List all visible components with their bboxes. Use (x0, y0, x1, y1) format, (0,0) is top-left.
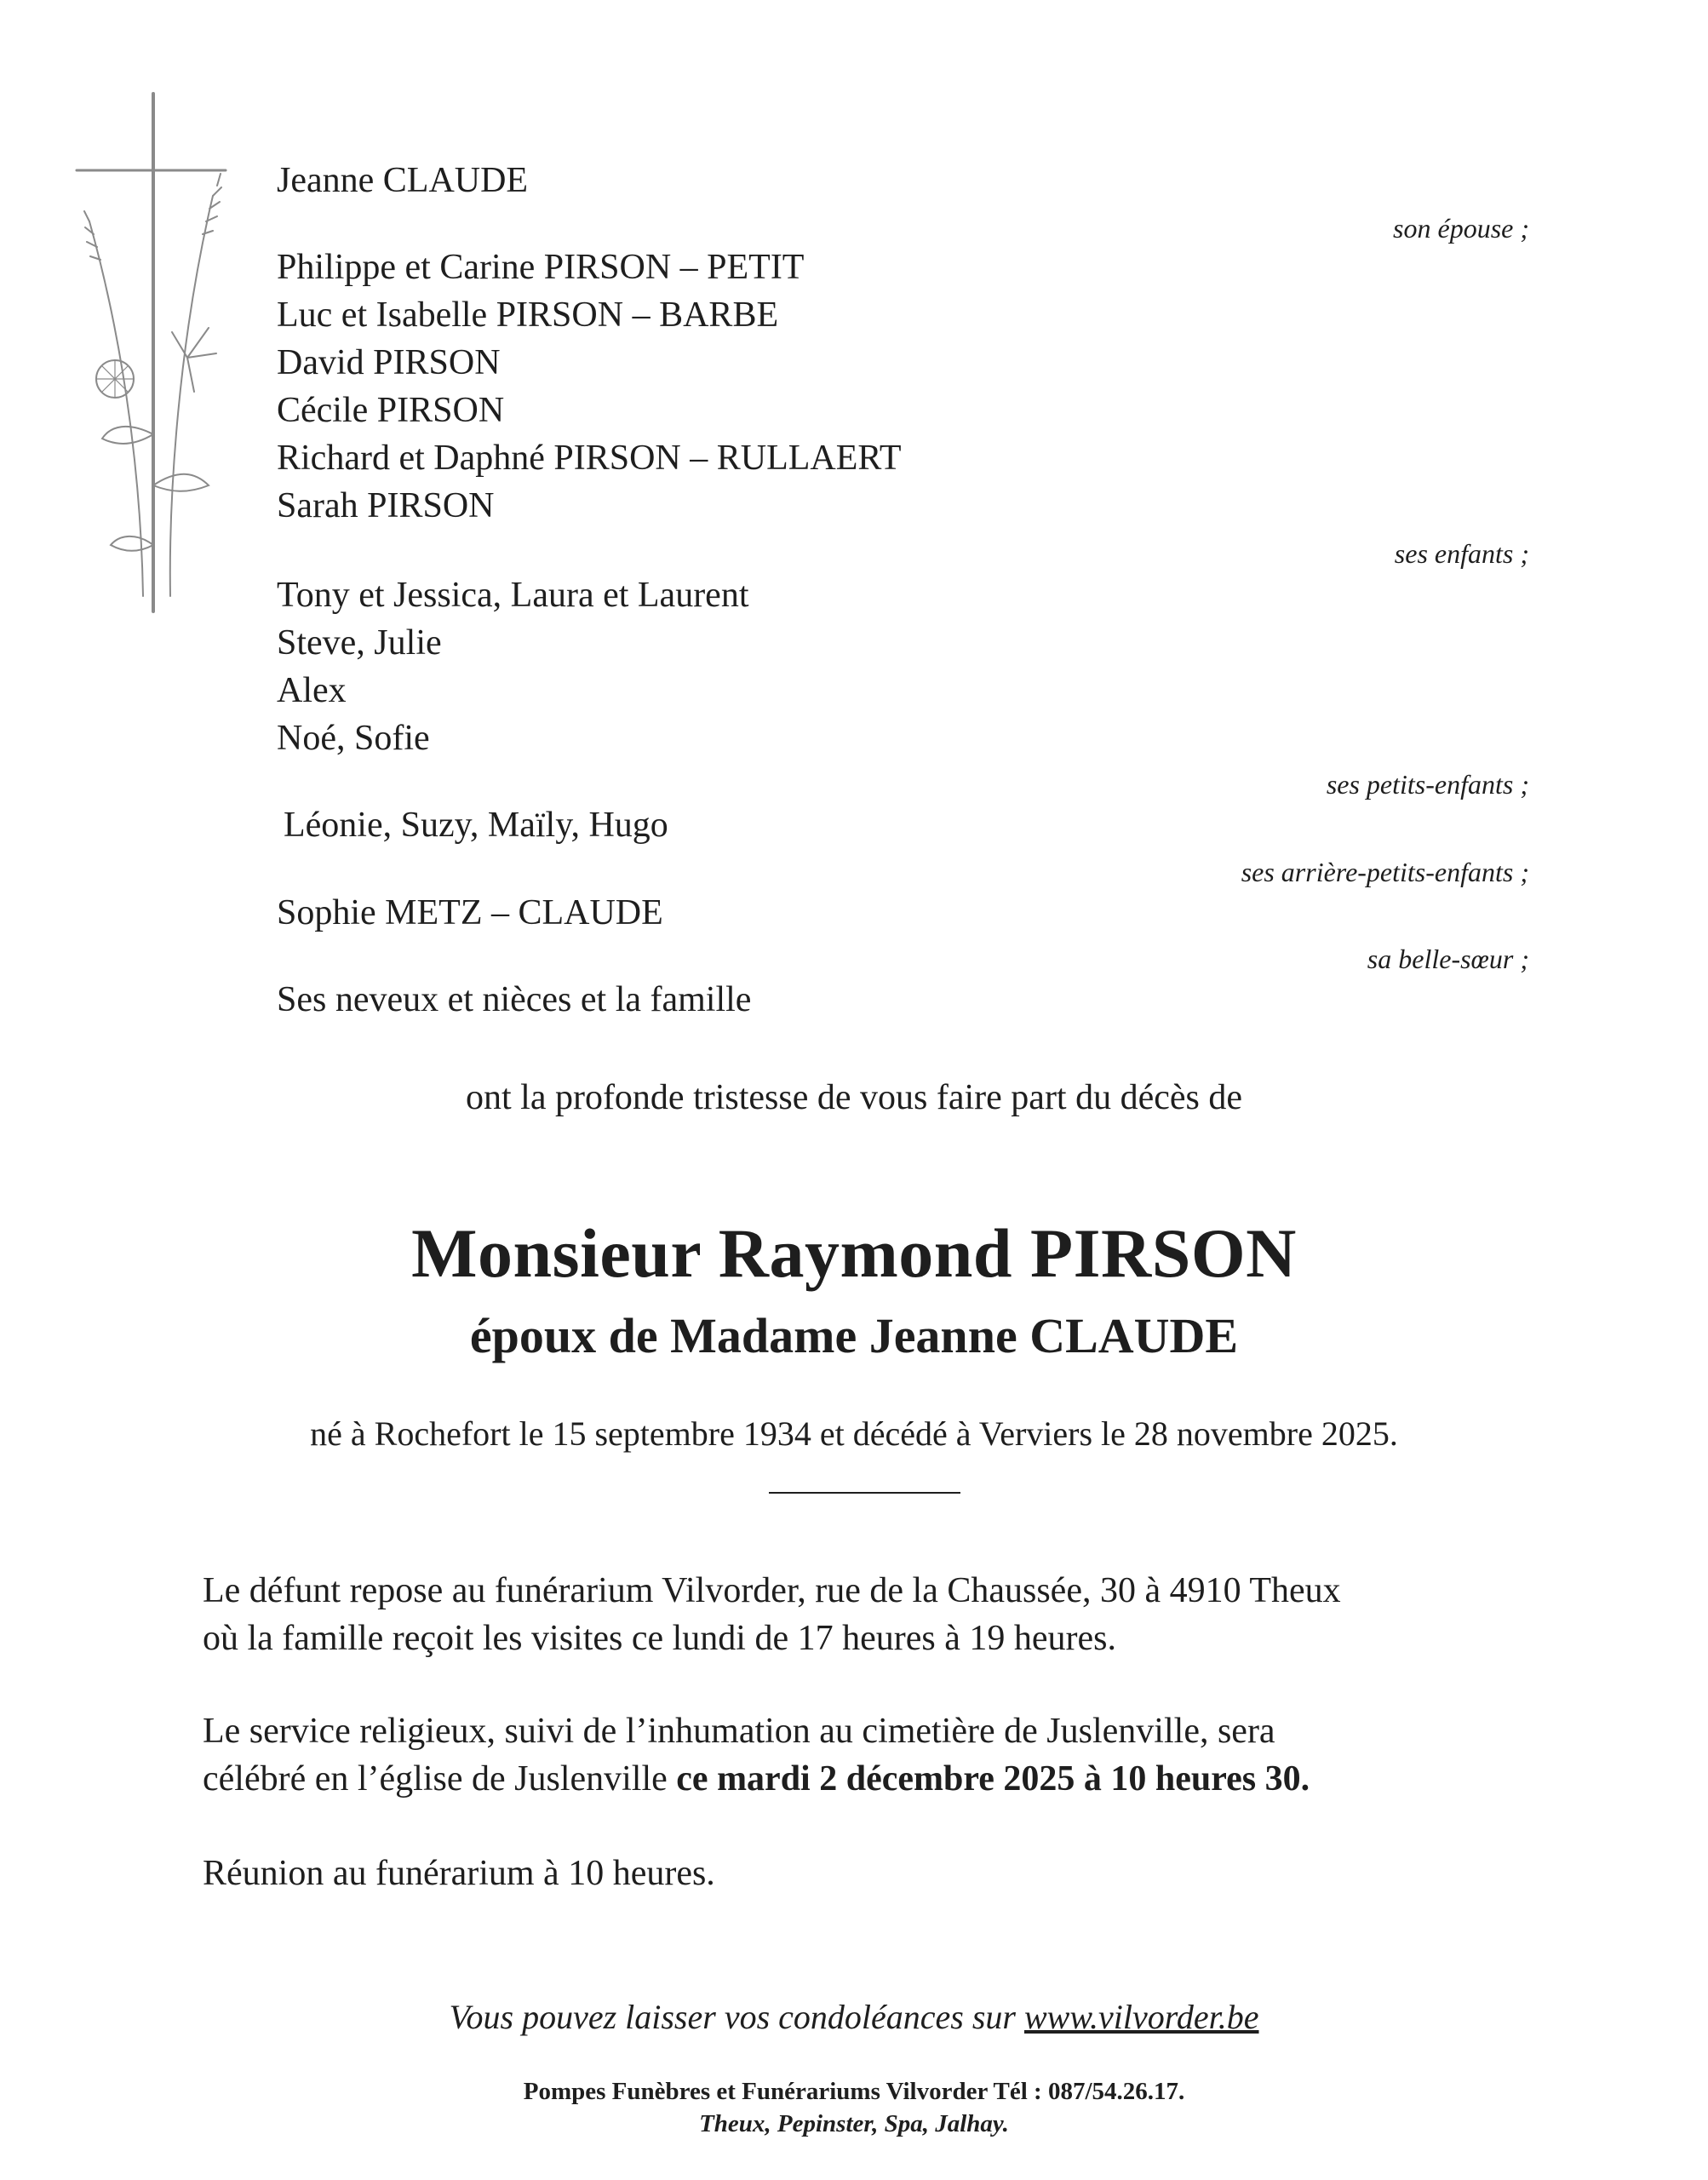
separator-line (769, 1492, 960, 1494)
spouse-name: Jeanne CLAUDE (277, 161, 529, 200)
relation-children: ses enfants ; (1394, 538, 1529, 569)
condolences-line (0, 1997, 1708, 2037)
relation-great-grandchildren: ses arrière-petits-enfants ; (1241, 857, 1529, 887)
grandchild-name: Alex (277, 671, 347, 710)
child-name: Luc et Isabelle PIRSON – BARBE (277, 295, 779, 335)
condolences-text: Vous pouvez laisser vos condoléances sur (449, 1998, 1024, 2036)
birth-death-dates: né à Rochefort le 15 septembre 1934 et décédé à Verviers le 28 novembre 2025. (310, 1414, 1398, 1453)
child-name: Philippe et Carine PIRSON – PETIT (277, 248, 805, 287)
child-name: Cécile PIRSON (277, 391, 505, 430)
service-line-2-text: célébré en l’église de Juslenville (203, 1759, 677, 1798)
grandchild-name: Steve, Julie (277, 623, 442, 663)
service-date-time: ce mardi 2 décembre 2025 à 10 heures 30. (676, 1759, 1310, 1798)
spouse-of: époux de Madame Jeanne CLAUDE (469, 1308, 1239, 1363)
cross-with-flowers-icon (68, 85, 264, 622)
announcement-intro: ont la profonde tristesse de vous faire part du décès de (465, 1078, 1243, 1117)
visitation-line-2: où la famille reçoit les visites ce lundi de 17 heures à 19 heures. (203, 1619, 1116, 1658)
child-name: Richard et Daphné PIRSON – RULLAERT (277, 439, 902, 478)
relation-spouse: son épouse ; (1393, 213, 1529, 244)
extended-family: Ses neveux et nièces et la famille (277, 980, 752, 1019)
condolences-link[interactable]: www.vilvorder.be (1023, 1998, 1259, 2036)
relation-grandchildren: ses petits-enfants ; (1326, 769, 1529, 800)
meeting-info: Réunion au funérarium à 10 heures. (203, 1854, 715, 1893)
visitation-paragraph (203, 1567, 1341, 1662)
grandchild-name: Noé, Sofie (277, 719, 430, 758)
grandchild-name: Tony et Jessica, Laura et Laurent (277, 576, 749, 615)
footer-locations: Theux, Pepinster, Spa, Jalhay. (699, 2110, 1009, 2137)
child-name: David PIRSON (277, 343, 501, 382)
service-line-1: Le service religieux, suivi de l’inhumation au cimetière de Juslenville, sera (203, 1712, 1275, 1751)
footer-company: Pompes Funèbres et Funérariums Vilvorder Tél : 087/54.26.17. (523, 2078, 1185, 2105)
child-name: Sarah PIRSON (277, 486, 495, 525)
relation-sister-in-law: sa belle-sœur ; (1367, 944, 1529, 974)
sister-in-law-name: Sophie METZ – CLAUDE (277, 893, 663, 932)
service-line-2 (203, 1755, 1310, 1803)
service-paragraph (203, 1707, 1310, 1803)
deceased-name: Monsieur Raymond PIRSON (411, 1214, 1297, 1292)
visitation-line-1: Le défunt repose au funérarium Vilvorder, rue de la Chaussée, 30 à 4910 Theux (203, 1571, 1341, 1610)
great-grandchild-name: Léonie, Suzy, Maïly, Hugo (284, 806, 668, 845)
